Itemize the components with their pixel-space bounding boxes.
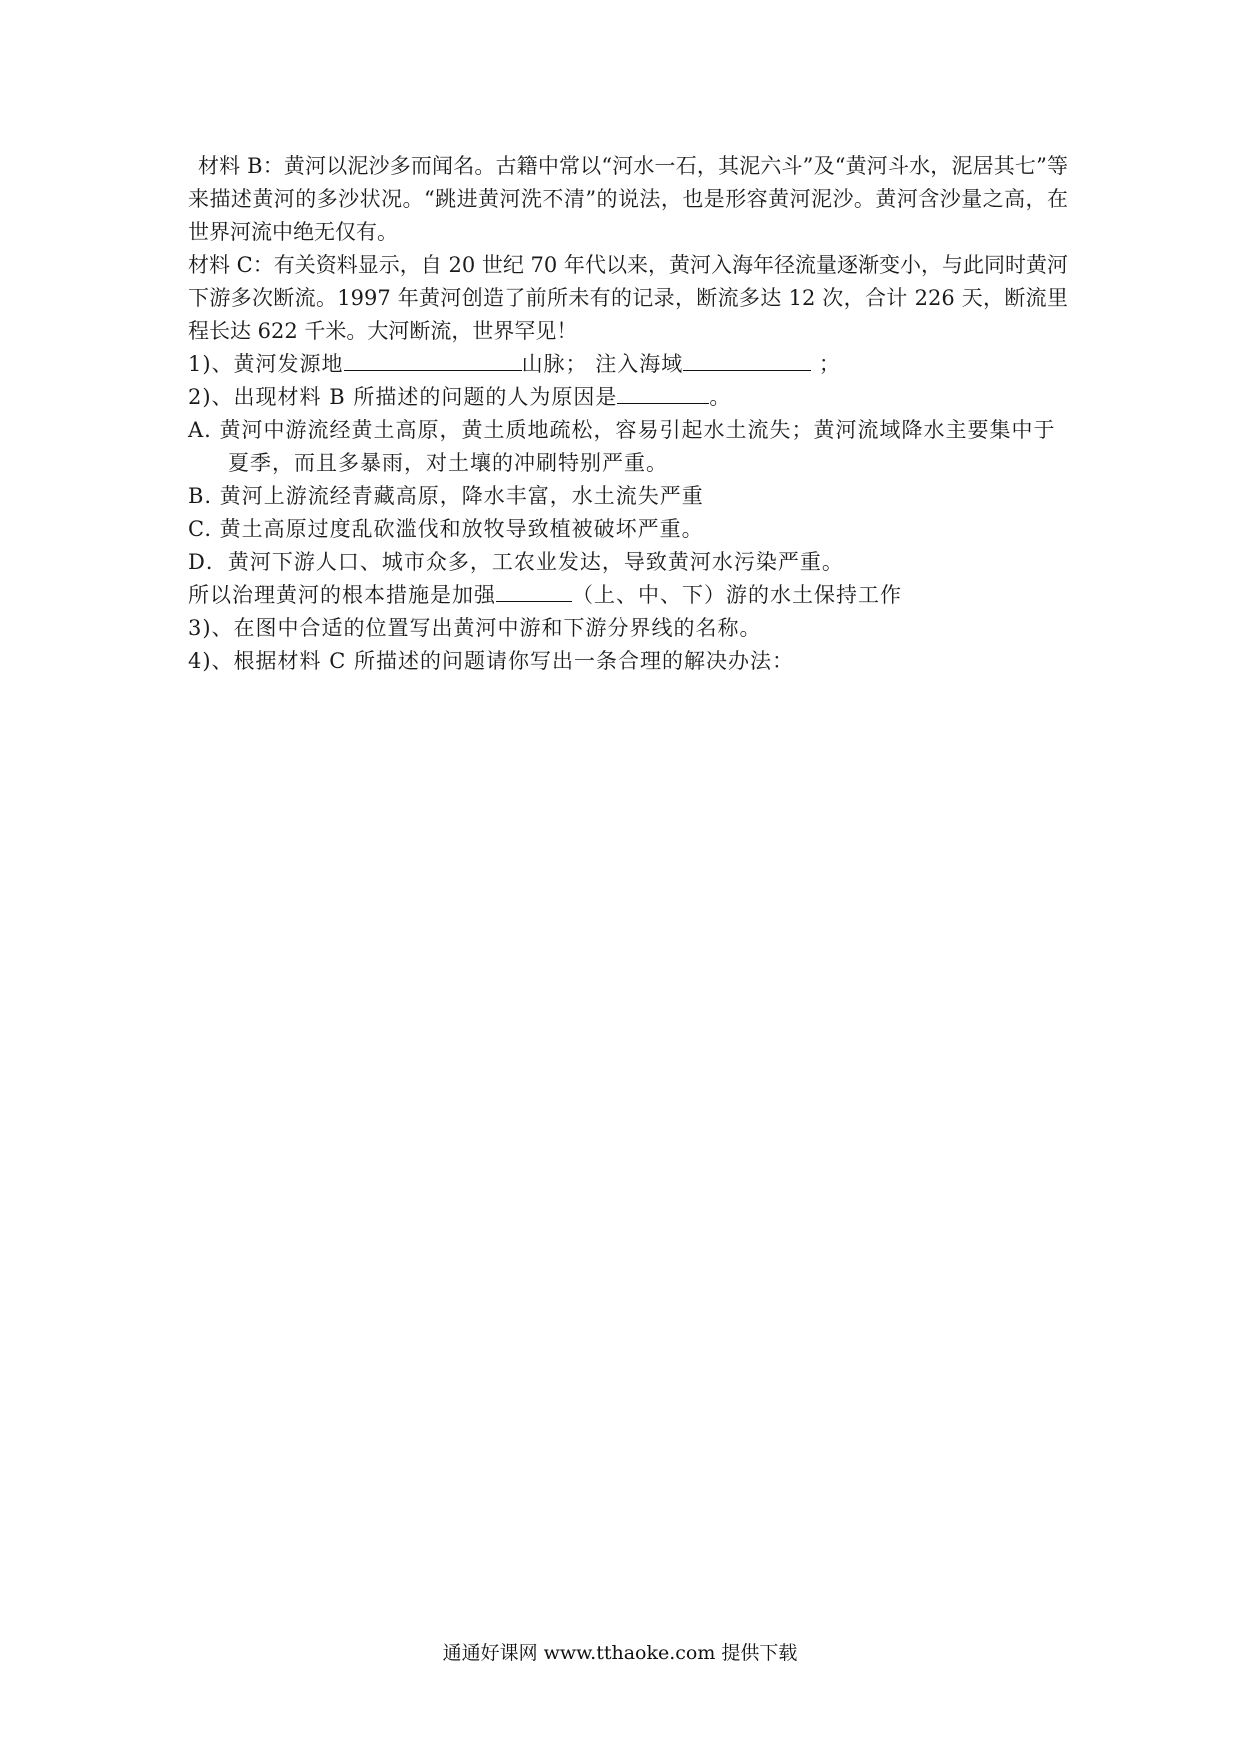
footer-source: 通通好课网 www.tthaoke.com 提供下载 <box>442 1642 798 1664</box>
question-2-follow-up <box>188 579 1068 612</box>
question-4: 4)、根据材料 C 所描述的问题请你写出一条合理的解决办法： <box>188 649 794 673</box>
option-a: A. 黄河中游流经黄土高原，黄土质地疏松，容易引起水土流失；黄河流域降水主要集中于夏季，而且多暴雨，对土壤的冲刷特别严重。 <box>188 418 1056 475</box>
question-1-part-3: ； <box>811 352 841 376</box>
answer-blank-sea[interactable] <box>683 348 811 371</box>
question-3: 3)、在图中合适的位置写出黄河中游和下游分界线的名称。 <box>188 616 762 640</box>
question-2-follow-up-part-1: 所以治理黄河的根本措施是加强 <box>188 583 496 607</box>
question-2-stem-end: 。 <box>709 385 732 409</box>
option-d: D．黄河下游人口、城市众多，工农业发达，导致黄河水污染严重。 <box>188 550 844 574</box>
option-c: C. 黄土高原过度乱砍滥伐和放牧导致植被破坏严重。 <box>188 517 704 541</box>
answer-blank-source-mountain[interactable] <box>344 348 522 371</box>
answer-blank-human-cause[interactable] <box>617 381 709 404</box>
question-2-stem <box>188 381 1068 414</box>
material-b-paragraph: 材料 B：黄河以泥沙多而闻名。古籍中常以“河水一石，其泥六斗”及“黄河斗水，泥居其七”等来描述黄河的多沙状况。“跳进黄河洗不清”的说法，也是形容黄河泥沙。黄河含沙量之高，在世界河流中绝无仅有。 <box>188 154 1068 244</box>
question-1-part-2: 山脉； 注入海域 <box>521 352 684 376</box>
question-2-follow-up-part-2: （上、中、下）游的水土保持工作 <box>572 583 902 607</box>
worksheet-content <box>188 150 1068 678</box>
question-1 <box>188 348 1068 381</box>
option-b: B. 黄河上游流经青藏高原，降水丰富，水土流失严重 <box>188 484 704 508</box>
question-1-part-1: 1)、黄河发源地 <box>188 352 344 376</box>
answer-blank-river-section[interactable] <box>496 579 572 602</box>
question-2-stem-text: 2)、出现材料 B 所描述的问题的人为原因是 <box>188 385 618 409</box>
material-c-paragraph: 材料 C：有关资料显示，自 20 世纪 70 年代以来，黄河入海年径流量逐渐变小，与此同时黄河下游多次断流。1997 年黄河创造了前所未有的记录，断流多达 12 次，合计 226 天，断流里程长达 622 千米。大河断流，世界罕见！ <box>188 253 1068 343</box>
